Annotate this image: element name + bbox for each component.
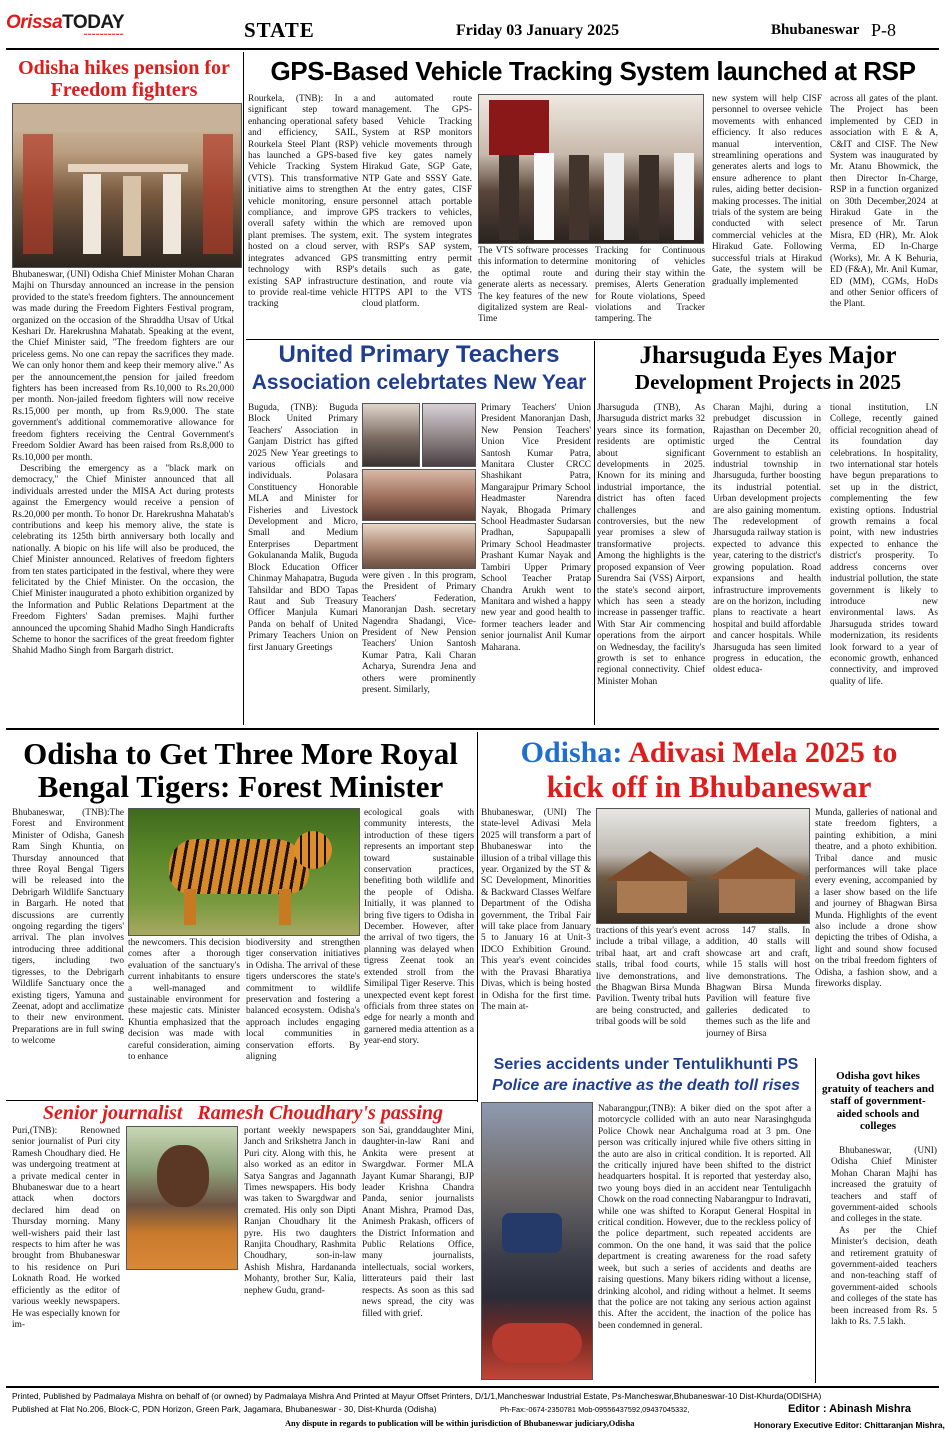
section-label: STATE [244, 18, 315, 42]
jharsuguda-headline-2: Development Projects in 2025 [634, 370, 902, 394]
pension-headline: Odisha hikes pension for Freedom fighters [18, 57, 230, 101]
gratuity-para-2: As per the Chief Minister's decision, death and retirement gratuity of government-aided teachers and non-teaching staff of government-aided schools and colleges of the state has been increased from Rs. 5 lakh to Rs. 7.5 lakh. [831, 1225, 937, 1328]
city-label: Bhubaneswar [771, 22, 860, 38]
logo-today: TODAY [62, 12, 125, 33]
mela-col-2: tractions of this year's event include a tribal village, a tribal haat, art and craft stalls, tribal food courts, live demonstrations, and the Bhagwan Birsa Munda Pavilion. Twenty tribal huts are being constructed, and tribal goods will be sold [596, 926, 700, 1028]
footer-line-2: Published at Flat No.206, Block-C, PDN Horizon, Green Park, Jagamara, Bhubaneswar - 30, Dist-Khurda (Odisha) [12, 1404, 437, 1414]
gps-col-6: across all gates of the plant. The Project has been implemented by CED in association with E & A, C&IT and CISF. The New System was inaugurated by Mr. Atanu Bhowmick, the then Director In-Charge, RSP in a function organized on 30th December,2024 at Hirakud Gate in the presence of Mr. Tarun Misra, ED (HR), Mr. Alok Verma, ED In-Charge (Works), Mr. A K Behuria, ED (F&A), Mr. Anil Kumar, ED (MM), CGMs, HoDs and other Senior officers of the Plant. [830, 94, 938, 310]
gps-col-5: new system will help CISF personnel to oversee vehicle movements with enhanced efficiency. It also reduces manual intervention, streamlining operations and generates alerts and logs to ensure adherence to plant rules, aiding better decision-making processes. The initial trials of the system are being conducted with select commercial vehicles at the Hirakud Gate. Following successful trials at Hirakud Gate, the system will be gradually implemented [712, 94, 822, 287]
jharsuguda-col-3: tional institution, LN College, recently gained official recognition ahead of its foundation day celebrations. In hospitality, two international star hotels have begun preparations to set up in the district, complementing the few existing options. Industrial growth remains a focal point, with new industries expected to enhance the district's prosperity. To address concerns over industrial pollution, the state government is likely to introduce new environmental laws. As Jharsuguda strides toward modernization, its residents look forward to a year of economic growth, enhanced connectivity, and improved quality of life. [830, 403, 938, 687]
pension-body [12, 270, 234, 720]
journalist-col-2: portant weekly newspapers Janch and Srikshetra Janch in Puri city. Along with this, he also worked as an editor in Satya Sangras and Jagannath Times newspapers. His body was taken to Swargdwar and cremated. His only son Dipti Ranjan Choudhary lit the pyre. His two daughters Ranjita Choudhary, Rashmita Choudhary, son-in-law Ashish Mishra, Hardananda Mohanty, brother Sur, Kalia, nephew Gudu, grand- [244, 1126, 356, 1296]
journalist-col-3: son Sai, granddaughter Mini, daughter-in-law Rani and Ankita were present at Swargdwar. Former MLA Jayant Kumar Sharangi, BJP leader Krishna Chandra Panda, senior journalists Anant Mishra, Pramod Das, Animesh Prakash, officers of the District Information and Public Relations Office, many journalists, intellectuals, social workers, litterateurs paid their last respects. As soon as this sad news spread, the city was filled with grief. [362, 1126, 474, 1319]
journalist-photo [126, 1126, 238, 1270]
band-rule-2 [6, 1100, 477, 1101]
teachers-col-3: Primary Teachers' Union President Manoranjan Dash, New Pension Teachers' Union Vice President Santosh Kumar Patra, Manitara Cluster CRCC Shashikant Patra, Mangarajpur Primary School Headmaster Narendra Nayak, Bhogada Primary School Headmaster Sudarsan Pradhan, Sapupapalli Primary School Headmaster Prashant Kumar Nayak and Tambiri Upper Primary School Teacher Pratap Chandra Arukh went to Manitara and wished a happy new year and good health to former teachers leader and senior journalist Anil Kumar Maharana. [481, 403, 591, 653]
gps-col-4: Tracking for Continuous monitoring of vehicles during their stay within the premises, Alerts Generation for Route violations, Speed violations and Tracker tampering. The [595, 246, 705, 325]
mela-headline-1 [480, 738, 938, 768]
gratuity-body [831, 1146, 937, 1381]
divider-gratuity [815, 1058, 816, 1383]
teachers-headline-2: Association celebrtates New Year [251, 371, 587, 394]
teachers-photo-1 [362, 403, 420, 467]
tigers-headline-2: Bengal Tigers: Forest Minister [37, 769, 444, 804]
gratuity-para-1: Bhubaneswar, (UNI) Odisha Chief Minister Mohan Charan Majhi has increased the gratuity of teachers and staff of government-aided schools and colleges in the state. [831, 1146, 937, 1225]
footer-rule [6, 1386, 939, 1388]
tigers-col-4: ecological goals with community interests, the introduction of these tigers represents an important step toward sustainable conservation practices, benefiting both wildlife and the people of Odisha. Initially, it was planned to bring five tigers to Odisha in December. However, after the arrival of two tigers, the planning was delayed when tigress Zeenat took an extended stroll from the Similipal Tiger Reserve. This unexpected event kept forest officials from three states on edge for nearly a month and garnered media attention as a year-end story. [364, 808, 474, 1047]
footer-honorary: Honorary Executive Editor: Chittaranjan Mishra, [754, 1420, 945, 1430]
accidents-photo [481, 1102, 593, 1380]
tigers-headline-1: Odisha to Get Three More Royal [23, 736, 458, 771]
mela-headline-2: kick off in Bhubaneswar [546, 769, 872, 804]
masthead [6, 6, 939, 46]
gps-col-1: Rourkela, (TNB): In a significant step toward enhancing operational safety and efficiency, SAIL, Rourkela Steel Plant (RSP) has launched a GPS-based Vehicle Tracking System (VTS). This transformative initiative aims to strengthen vehicle monitoring, ensure compliance, and improve overall safety within the plant premises. The system, hosted on a cloud server, integrates advanced GPS technology with RSP's existing SAP infrastructure to provide real-time vehicle tracking [248, 94, 358, 310]
jharsuguda-headline-1: Jharsuguda Eyes Major [639, 342, 897, 369]
journalist-col-1: Puri,(TNB): Renowned senior journalist of Puri city Ramesh Choudhary died. He was undergoing treatment at a private medical center in Bhubaneswar due to a heart attack when doctors declared him dead on Thursday morning. Many well-wishers paid their last respects to him after he was brought from Bhubaneswar to his residence on Puri Loknath Road. He worked efficiently as the editor of various weekly newspapers. He was especially known for im- [12, 1126, 120, 1330]
gps-headline: GPS-Based Vehicle Tracking System launched at RSP [270, 56, 916, 86]
teachers-photo-4 [362, 523, 476, 569]
teachers-photo-3 [362, 469, 476, 521]
teachers-headline-1: United Primary Teachers [278, 341, 560, 368]
logo: OrissaTODAY ━━━━━━━━━━ [6, 12, 125, 38]
jharsuguda-col-2: Charan Majhi, during a prebudget discussion in Rajasthan on December 20, urged the Central Government to establish an industrial township in Jharsuguda, further boosting its industrial potential. Urban development projects are also gaining momentum. The redevelopment of Jharsuguda railway station is expected to advance this year, catering to the district's growing population. Road expansions and health infrastructure improvements are on the horizon, including plans to reactivate a heart hospital and build affordable and cancer hospitals. While Jharsuguda has seen limited progress in education, the oldest educa- [713, 403, 821, 676]
accidents-body: Nabarangpur,(TNB): A biker died on the spot after a motorcycle collided with an auto near Narasinghguda Police Chowk near Anchalguma road at 3 pm. One person was critically injured while five others sitting in the auto are also in critical condition. It is reported. All the critically injured have been shifted to the district headquarters hospital. It is reported that yesterday also, two young boys died in an accident near Tentuligachh Chowk on the road connecting Nabarangpur to Indravati, while one was shifted to Koraput General Hospital in critical condition. However, due to the reckless policy of the police department, such repeated accidents are common. On the one hand, it was said that the police department is creating awareness for the road safety week, but such a series of accidents and deaths are raising questions. Many bikers riding without a license, drinking alcohol, and riding without a helmet. It seems that the police are not taking any serious action against this. After the accident, the inaction of the police has been condemned in general. [598, 1104, 811, 1331]
accidents-headline-2: Police are inactive as the death toll rises [492, 1077, 800, 1094]
mela-headline-odisha: Odisha: [520, 736, 623, 769]
tigers-photo [128, 808, 360, 936]
masthead-rule [6, 48, 939, 50]
gps-rule [246, 339, 939, 340]
mela-col-3: across 147 stalls. In addition, 40 stalls will showcase art and craft, while 15 stalls will host live demonstrations. The Bhagwan Birsa Munda Pavilion will feature five galleries dedicated to themes such as the life and journey of Birsa [706, 926, 810, 1039]
divider-mid [594, 341, 595, 725]
page-number: P-8 [871, 20, 897, 40]
gps-col-2: and automated route management. The GPS-based Vehicle Tracking System at RSP monitors vehicle movements through five key gates namely Hirakud Gate, SGP Gate, NTP Gate and SSSY Gate. At the entry gates, CISF personnel attach portable GPS trackers to vehicles, which are removed upon exit. The system integrates with RSP's SAP system, transmitting entry permit details such as gate, destination, and route via HTTPS API to the VTS cloud platform. [362, 94, 472, 310]
mela-photo [596, 808, 810, 924]
footer-phone: Ph-Fax:-0674-2350781 Mob-09556437592,09437045332, [500, 1405, 690, 1414]
teachers-photo-2 [422, 403, 476, 467]
gratuity-headline: Odisha govt hikes gratuity of teachers and staff of government-aided schools and colleges [821, 1070, 935, 1132]
band-rule-1 [6, 728, 939, 730]
gps-photo [478, 94, 704, 244]
footer-dispute: Any dispute in regards to publication will be within jurisdiction of Bhubaneswar judiciary,Odisha [285, 1419, 635, 1428]
logo-orissa: Orissa [6, 12, 63, 33]
footer-line-1: Printed, Published by Padmalaya Mishra on behalf of (or owned) by Padmalaya Mishra And Printed at Mayur Offset Printers, D/1/1,Mancheswar Industrial Estate, Ps-Mancheswar,Bhubaneswar-10 Dist-Khurda(ODISHA) [12, 1391, 822, 1401]
tigers-col-2: the newcomers. This decision comes after a thorough evaluation of the sanctuary's current inhabitants to ensure a well-managed and sustainable environment for these majestic cats. Minister Khuntia emphasized that the decision was made with careful consideration, aiming to enhance [128, 938, 240, 1063]
pension-para-1: Bhubaneswar, (UNI) Odisha Chief Minister Mohan Charan Majhi on Thursday announced an increase in the pension provided to the state's freedom fighters. The announcement was made during the Freedom Fighters Festival program, organized on the occasion of the Shraddha Utsav of Utkal Keshari Dr. Harekrushna Mahatab. Speaking at the event, the Chief Minister said, "The freedom fighters are our priceless gems. No one can repay the sacrifices they made. We can only honor them and keep their memory alive." As per the announcement,the pension for jailed freedom fighters has been increased from Rs.10,000 to Rs.20,000 per month. Non-jailed freedom fighters will now receive Rs.15,000 per month, up from Rs.9,000. The state government's additional commemorative allowance for freedom fighters receiving the Central Government's Freedom Soldier Award has been raised from Rs.8,000 to Rs.10,000 per month. [12, 270, 234, 463]
footer-editor: Editor : Abinash Mishra [788, 1403, 912, 1415]
tigers-col-1: Bhubaneswar, (TNB):The Forest and Environment Minister of Odisha, Ganesh Ram Singh Khuntia, on Thursday announced that three Royal Bengal Tigers will be released into the Debrigarh Wildlife Sanctuary in Bargarh. He noted that discussions are currently ongoing regarding the tigers' arrival. The plan involves introducing three additional tigers, including two tigresses, to the Debrigarh Wildlife Sanctuary once the existing tigers, Yamuna and Zeenat, adopt and acclimatize to their new environment. Preparations are in full swing to welcome [12, 808, 124, 1047]
teachers-col-2: were given . In this program, the President of Primary Teachers' Federation, Manoranjan Dash. secretary Nagendra Shadangi, Vice-President of New Pension Teachers' Union Santosh Kumar Patra, Kali Charan Acharya, Surendra Jena and others were prominently present. Similarly, [362, 571, 476, 696]
journalist-headline: Senior journalist Ramesh Choudhary's passing [42, 1102, 444, 1124]
tigers-col-3: biodiversity and strengthen tiger conservation initiatives in Odisha. The arrival of these tigers underscores the state's commitment to wildlife preservation and fostering a balanced ecosystem. Odisha's approach includes engaging local communities in conservation efforts. By aligning [246, 938, 360, 1063]
pension-photo [12, 103, 242, 268]
gps-col-3: The VTS software processes this information to determine the optimal route and generate alerts as necessary. The key features of the new digitalized system are Real-Time [478, 246, 588, 325]
pension-para-2: Describing the emergency as a "black mark on democracy," the Chief Minister announced that all individuals arrested under the MISA Act during protests against the Emergency would receive a pension of Rs.20,000 per month. To honor Dr. Harekrushna Mahatab's contributions and keep his memory alive, the state is celebrating its 125th birth anniversary both locally and nationally. A biopic on his life will also be produced, the Chief Minister announced. Relatives of freedom fighters from ten states participated in the festival, where they were felicitated by the Chief Minister. On the occasion, the Chief Minister inaugurated a photo exhibition organized by the Information and Public Relations Department at the Freedom Fighters' Sadan premises. Majhi further announced the upcoming Shahid Madho Singh Handicrafts Scheme to honor the sacrifices of the great freedom fighter Shahid Madho Singh from Bargarh district. [12, 463, 234, 657]
mela-headline-title: Adivasi Mela 2025 to [628, 736, 898, 769]
jharsuguda-col-1: Jharsuguda (TNB), As Jharsuguda district marks 32 years since its formation, residents are optimistic about significant developments in 2025. Known for its mining and industrial importance, the district has often faced challenges and controversies, but the new year promises a slew of transformative projects. Among the highlights is the proposed expansion of Veer Surendra Sai (VSS) Airport, the state's second airport, which has seen a steady increase in passenger traffic. With Star Air commencing operations from the airport on Wednesday, the facility's growth is set to enhance regional connectivity. Chief Minister Mohan [597, 403, 705, 687]
accidents-headline-1: Series accidents under Tentulikhunti PS [493, 1056, 799, 1073]
divider-left [243, 52, 244, 725]
divider-lower [477, 732, 478, 1102]
mela-col-4: Munda, galleries of national and state freedom fighters, a painting exhibition, a mini theatre, and a photo exhibition. Tribal dance and music performances will take place every evening, accompanied by a laser show based on the life and journey of Bhagwan Birsa Munda. Highlights of the event also include a drone show depicting the tribes of Odisha, a light and sound show focused on the tribal freedom fighters of Odisha, a fashion show, and a fireworks display. [815, 808, 937, 990]
issue-date: Friday 03 January 2025 [456, 22, 620, 39]
mela-col-1: Bhubaneswar, (UNI) The state-level Adivasi Mela 2025 will transform a part of Bhubaneswar into the illusion of a tribal village this year. Organized by the ST & SC Development, Minorities & Backward Classes Welfare Department of the Odisha government, the Tribal Fair will take place from January 5 to January 16 at Unit-3 IDCO Exhibition Ground. This year's event coincides with the Pravasi Bharatiya Divas, which is being hosted in Odisha for the first time. The main at- [481, 808, 591, 1012]
teachers-col-1: Buguda, (TNB): Buguda Block United Primary Teachers' Association in Ganjam District has gifted 2025 New Year greetings to various officials and individuals. Polasara Constituency Honorable MLA and Minister for Fisheries and Livestock Development and Micro, Small and Medium Enterprises Department Gokulananda Malik, Buguda Block Education Officer Chinmay Mahapatra, Buguda Tahsildar and BDO Tapas Raut and Sub Treasury Officer Manjula Kumari Panda on behalf of United Primary Teachers Union on first January Greetings [248, 403, 358, 653]
